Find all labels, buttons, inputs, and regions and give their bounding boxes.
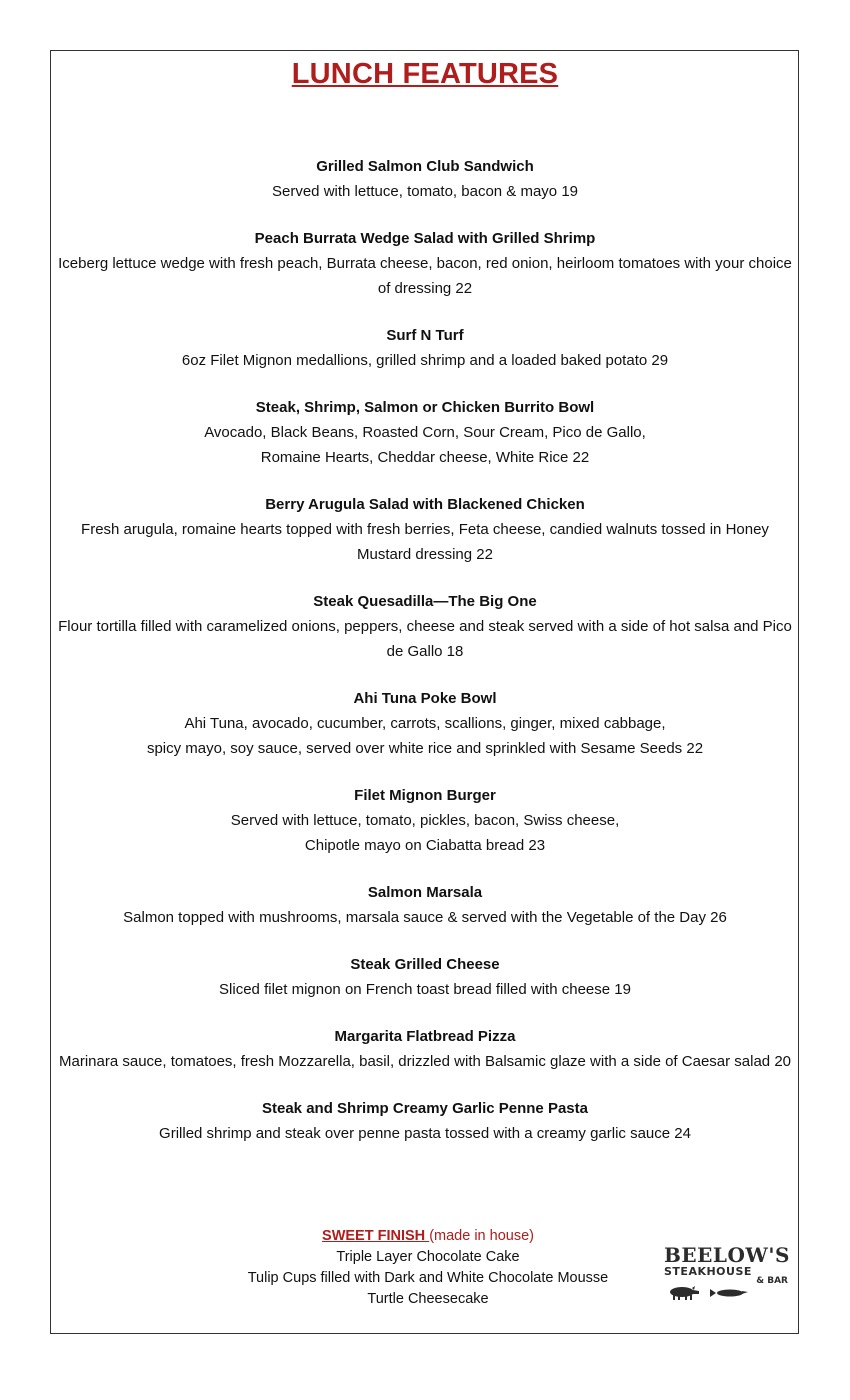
- menu-item: [56, 880, 794, 930]
- menu-item-description: Salmon topped with mushrooms, marsala sauce & served with the Vegetable of the Day 26: [123, 909, 727, 926]
- menu-item: [56, 226, 794, 301]
- menu-item-name: Filet Mignon Burger: [354, 787, 496, 804]
- menu-item: [56, 323, 794, 373]
- page-title: LUNCH FEATURES: [291, 58, 559, 90]
- menu-list: [56, 154, 794, 1168]
- dessert-item: Turtle Cheesecake: [367, 1291, 489, 1307]
- menu-item: [56, 783, 794, 858]
- logo-bar: & BAR: [756, 1276, 788, 1286]
- sweet-finish-heading: [228, 1226, 628, 1247]
- menu-item-name: Steak, Shrimp, Salmon or Chicken Burrito Bowl: [255, 399, 595, 416]
- menu-item-name: Margarita Flatbread Pizza: [334, 1028, 516, 1045]
- menu-item-description: Served with lettuce, tomato, pickles, bacon, Swiss cheese, Chipotle mayo on Ciabatta bread 23: [230, 812, 620, 854]
- menu-item-description: Iceberg lettuce wedge with fresh peach, Burrata cheese, bacon, red onion, heirloom tomatoes with your choice of dressing 22: [58, 255, 792, 297]
- menu-item-description: Ahi Tuna, avocado, cucumber, carrots, scallions, ginger, mixed cabbage, spicy mayo, soy sauce, served over white rice and sprinkled with Sesame Seeds 22: [146, 715, 704, 757]
- menu-item-description: Grilled shrimp and steak over penne pasta tossed with a creamy garlic sauce 24: [159, 1125, 691, 1142]
- menu-item-name: Peach Burrata Wedge Salad with Grilled Shrimp: [254, 230, 596, 247]
- menu-item: [56, 154, 794, 204]
- dessert-item: Tulip Cups filled with Dark and White Chocolate Mousse: [247, 1270, 609, 1286]
- menu-item-name: Steak Quesadilla—The Big One: [313, 593, 537, 610]
- restaurant-logo: [664, 1244, 788, 1306]
- menu-item-name: Grilled Salmon Club Sandwich: [316, 158, 534, 175]
- menu-item-name: Steak Grilled Cheese: [350, 956, 500, 973]
- menu-item: [56, 492, 794, 567]
- menu-item: [56, 395, 794, 470]
- sweet-finish-label: SWEET FINISH: [322, 1228, 430, 1244]
- menu-item-name: Steak and Shrimp Creamy Garlic Penne Pasta: [262, 1100, 588, 1117]
- menu-item: [56, 1024, 794, 1074]
- menu-item-description: Fresh arugula, romaine hearts topped with fresh berries, Feta cheese, candied walnuts tossed in Honey Mustard dressing 22: [81, 521, 769, 563]
- menu-item-name: Salmon Marsala: [367, 884, 483, 901]
- logo-name: BEELOW'S: [664, 1243, 790, 1267]
- logo-subtitle: STEAKHOUSE: [664, 1265, 752, 1278]
- menu-item-description: Avocado, Black Beans, Roasted Corn, Sour Cream, Pico de Gallo, Romaine Hearts, Cheddar cheese, White Rice 22: [204, 424, 646, 466]
- sweet-finish-note: (made in house): [429, 1228, 534, 1244]
- pig-and-fish-icon: [664, 1286, 754, 1300]
- dessert-item: Triple Layer Chocolate Cake: [336, 1249, 520, 1265]
- menu-item: [56, 589, 794, 664]
- menu-item: [56, 952, 794, 1002]
- menu-item-description: Served with lettuce, tomato, bacon & mayo 19: [272, 183, 578, 200]
- menu-item-name: Berry Arugula Salad with Blackened Chicken: [265, 496, 585, 513]
- menu-item-description: 6oz Filet Mignon medallions, grilled shrimp and a loaded baked potato 29: [181, 352, 669, 369]
- menu-item-name: Surf N Turf: [386, 327, 464, 344]
- menu-item-description: Sliced filet mignon on French toast bread filled with cheese 19: [219, 981, 631, 998]
- menu-item-description: Flour tortilla filled with caramelized onions, peppers, cheese and steak served with a side of hot salsa and Pico de Gallo 18: [58, 618, 792, 660]
- menu-item-description: Marinara sauce, tomatoes, fresh Mozzarella, basil, drizzled with Balsamic glaze with a side of Caesar salad 20: [59, 1053, 791, 1070]
- menu-item: [56, 1096, 794, 1146]
- menu-item: [56, 686, 794, 761]
- menu-item-name: Ahi Tuna Poke Bowl: [353, 690, 497, 707]
- sweet-finish-section: [228, 1226, 628, 1310]
